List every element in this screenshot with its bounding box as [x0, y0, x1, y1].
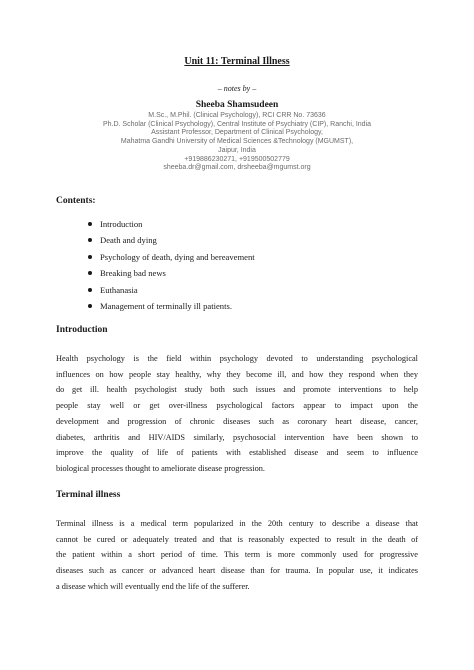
bullet-icon: [88, 288, 92, 292]
introduction-paragraph: [56, 351, 418, 477]
credential-line: sheeba.dr@gmail.com, drsheeba@mgumst.org: [163, 164, 311, 172]
contents-heading: Contents:: [56, 196, 96, 206]
credential-line: Ph.D. Scholar (Clinical Psychology), Central Institute of Psychiatry (CIP), Ranchi, India: [102, 120, 372, 128]
document-title: Unit 11: Terminal Illness: [184, 56, 290, 67]
bullet-icon: [88, 255, 92, 259]
paragraph-line: diabetes, arthritis and HIV/AIDS similarly, psychosocial intervention have been shown to: [56, 432, 418, 442]
credential-line: Assistant Professor, Department of Clinical Psychology,: [151, 129, 323, 137]
paragraph-line: diseases such as cancer or advanced heart disease than for trauma. In popular use, it indicates: [56, 566, 418, 576]
notes-by-label: – notes by –: [217, 84, 257, 93]
terminal-illness-heading: Terminal illness: [56, 490, 121, 500]
paragraph-line: a disease which will eventually end the life of the sufferer.: [56, 581, 250, 591]
paragraph-line: improve the quality of life of patients with established disease and seem to influence: [56, 448, 418, 458]
author-credentials: [0, 112, 474, 173]
credential-line: Jaipur, India: [218, 146, 256, 154]
bullet-icon: [88, 222, 92, 226]
terminal-illness-paragraph: [56, 516, 418, 595]
paragraph-line: do get ill. health psychologist study both such issues and promote interventions to help: [56, 385, 418, 395]
contents-item: Management of terminally ill patients.: [88, 300, 255, 316]
author-name: Sheeba Shamsudeen: [195, 100, 279, 110]
credential-line: +919886230271, +919500502779: [184, 155, 290, 163]
paragraph-line: people stay well or get over-illness psychological factors appear to impact upon the: [56, 401, 418, 411]
bullet-icon: [88, 271, 92, 275]
contents-item: Breaking bad news: [88, 267, 255, 283]
paragraph-line: Terminal illness is a medical term popularized in the 20th century to describe a disease that: [56, 519, 418, 528]
credential-line: M.Sc., M.Phil. (Clinical Psychology), RCI CRR No. 73636: [148, 112, 326, 119]
contents-item: Introduction: [88, 218, 255, 234]
contents-item: Psychology of death, dying and bereavement: [88, 251, 255, 267]
bullet-icon: [88, 238, 92, 242]
paragraph-line: the patient within a short period of time. This term is more commonly used for progressive: [56, 550, 418, 560]
paragraph-line: cannot be cured or adequately treated and that is reasonably expected to result in the death of: [56, 534, 418, 544]
contents-item: Death and dying: [88, 234, 255, 250]
paragraph-line: development and progression of chronic diseases such as coronary heart disease, cancer,: [56, 416, 418, 426]
contents-item: Euthanasia: [88, 284, 255, 300]
bullet-icon: [88, 304, 92, 308]
paragraph-line: Health psychology is the field within psychology devoted to understanding psychological: [56, 354, 418, 363]
contents-list: [88, 218, 255, 316]
paragraph-line: biological processes thought to ameliorate disease progression.: [56, 463, 265, 473]
credential-line: Mahatma Gandhi University of Medical Sciences &Technology (MGUMST),: [120, 138, 354, 146]
paragraph-line: influences on how people stay healthy, why they become ill, and how they respond when they: [56, 369, 418, 379]
introduction-heading: Introduction: [56, 325, 108, 335]
